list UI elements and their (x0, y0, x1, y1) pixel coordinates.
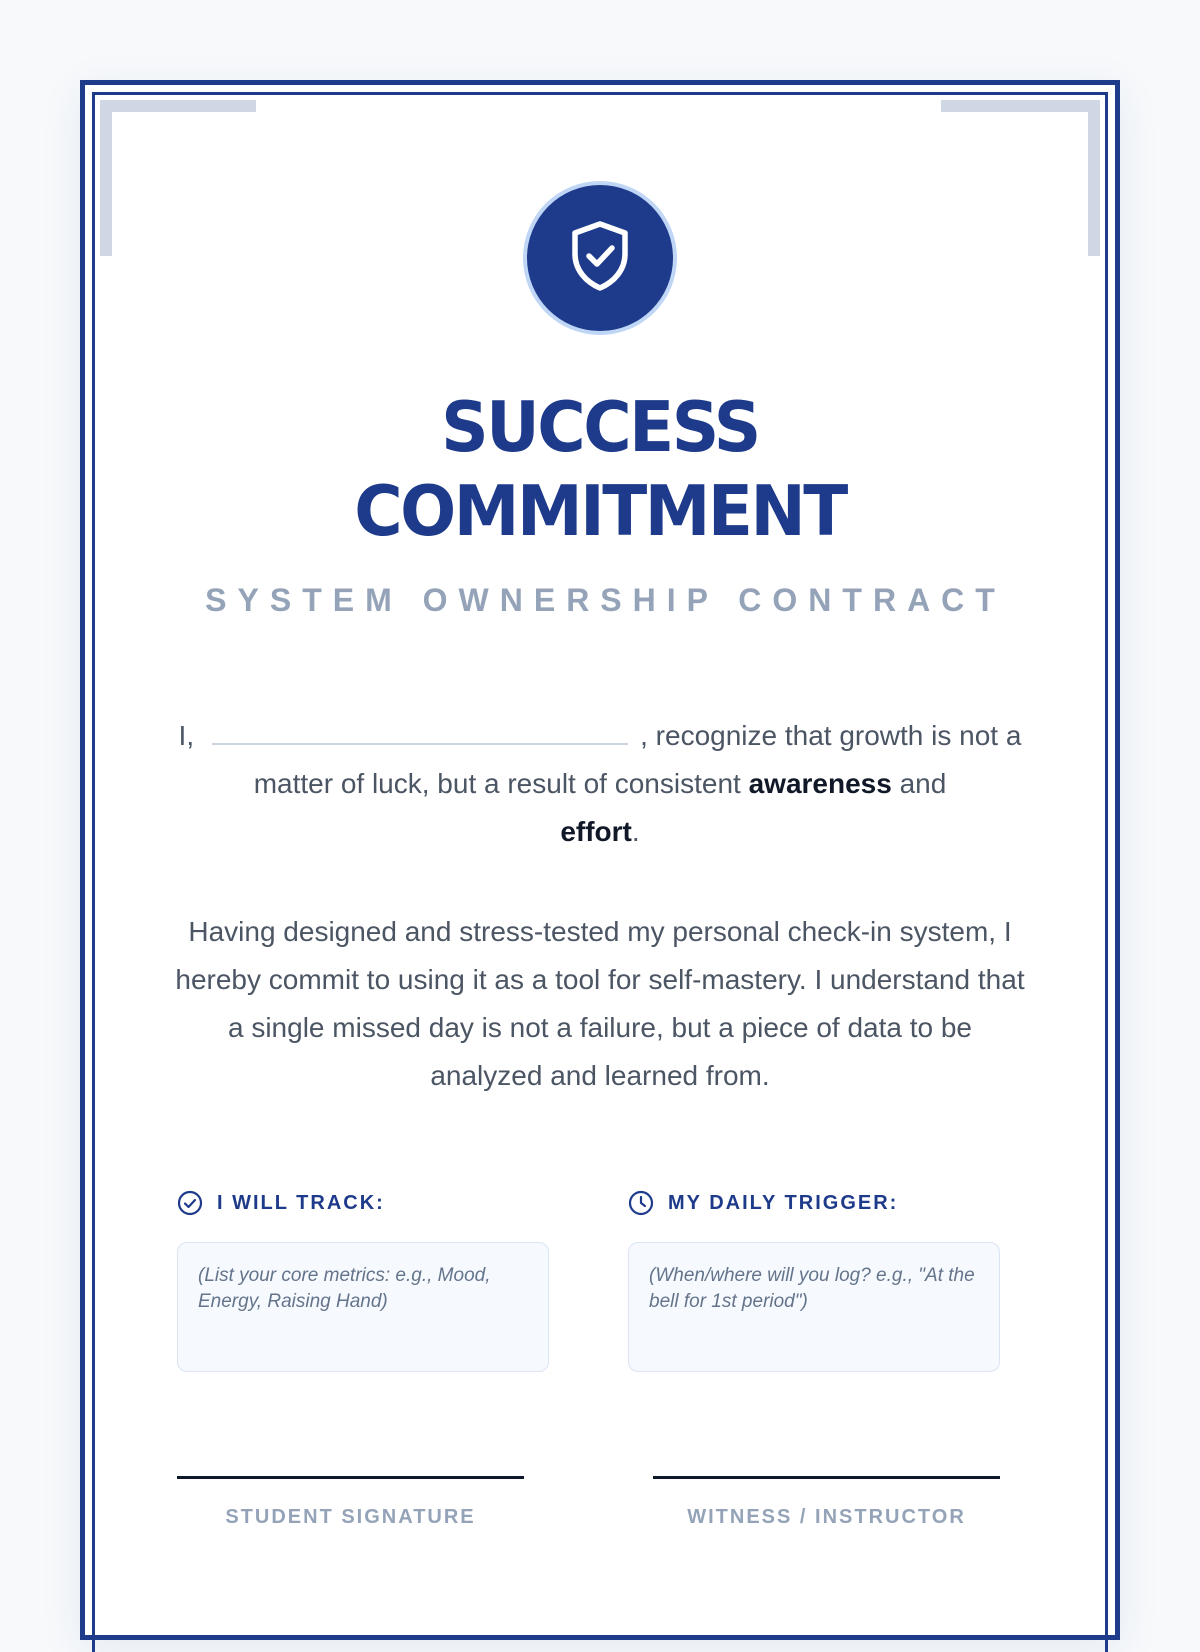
student-signature-label: STUDENT SIGNATURE (225, 1506, 476, 1528)
keyword-effort: effort (560, 816, 632, 847)
witness-signature-label: WITNESS / INSTRUCTOR (687, 1506, 966, 1528)
corner-accent-top-right (941, 100, 1099, 112)
shield-check-icon (567, 218, 633, 299)
corner-accent-top-left-vertical (100, 100, 112, 256)
track-label-text: I WILL TRACK: (217, 1191, 385, 1214)
track-placeholder: (List your core metrics: e.g., Mood, Energy, Raising Hand) (198, 1265, 491, 1312)
student-signature-line[interactable] (177, 1476, 524, 1479)
emblem-badge (523, 181, 677, 335)
check-circle-icon (177, 1190, 203, 1216)
clock-icon (628, 1190, 654, 1216)
commitment-paragraph: Having designed and stress-tested my personal check-in system, I hereby commit to using it as a tool for self-mastery. I understand that a single missed day is not a failure, but a piece of data to be analyzed and learned from. (175, 916, 1025, 1091)
trigger-label-text: MY DAILY TRIGGER: (668, 1191, 899, 1214)
track-input[interactable] (177, 1242, 549, 1372)
emblem-core (527, 185, 673, 331)
trigger-label (628, 1188, 898, 1218)
page-title (200, 386, 1000, 554)
name-blank-line[interactable] (212, 743, 628, 745)
title-line-1: SUCCESS (441, 387, 759, 468)
pledge-end: . (631, 816, 640, 847)
trigger-input[interactable] (628, 1242, 1000, 1372)
pledge-start: I, (178, 720, 195, 751)
pledge-connector: and (899, 768, 947, 799)
pledge-middle: , recognize that growth is not a matter of luck, but a result of consistent (253, 720, 1022, 799)
trigger-placeholder: (When/where will you log? e.g., "At the bell for 1st period") (649, 1265, 975, 1312)
page-subtitle: SYSTEM OWNERSHIP CONTRACT (205, 582, 1006, 618)
track-label (177, 1188, 385, 1218)
witness-signature-line[interactable] (653, 1476, 1000, 1479)
keyword-awareness: awareness (748, 768, 892, 799)
title-line-2: COMMITMENT (354, 471, 846, 552)
pledge-paragraph (175, 712, 1025, 856)
corner-accent-top-left (100, 100, 256, 112)
corner-accent-top-right-vertical (1088, 100, 1100, 256)
certificate-sheet (80, 80, 1120, 1640)
